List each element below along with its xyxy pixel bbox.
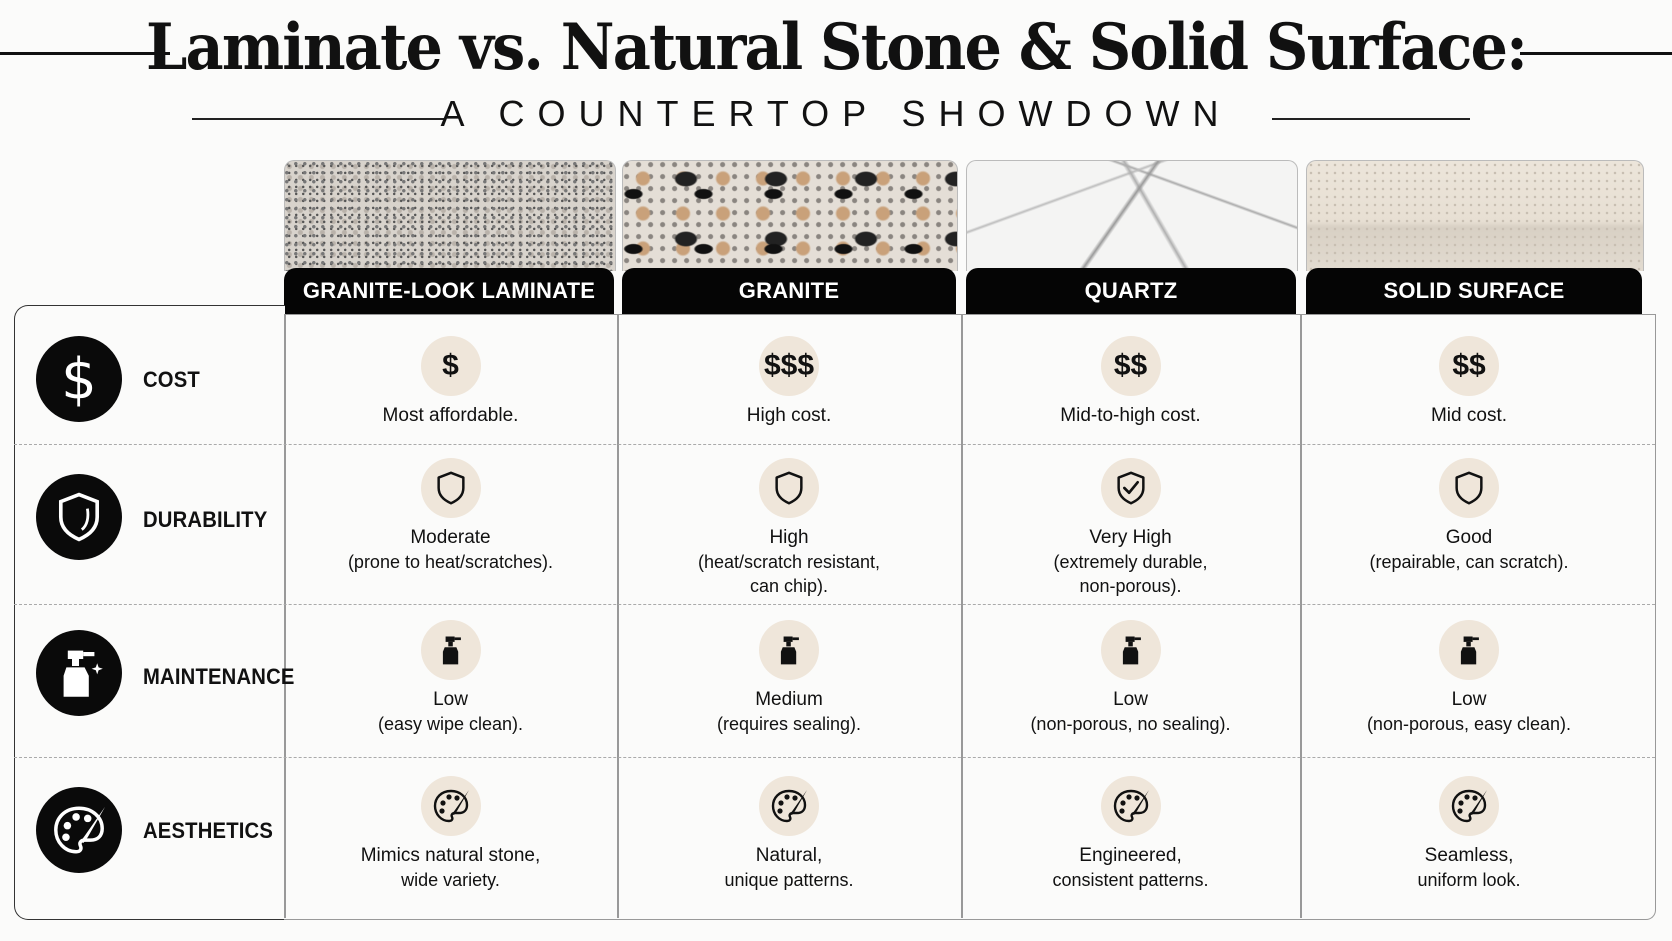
cell-text: Engineered,	[1079, 845, 1182, 866]
swatch-granite	[622, 160, 958, 271]
column-header-quartz: QUARTZ	[966, 268, 1296, 314]
row-label-maintenance: MAINTENANCE	[143, 664, 295, 689]
cell-text: High cost.	[746, 405, 832, 426]
shield-check-icon	[1101, 458, 1161, 518]
cell-text: consistent patterns.	[1052, 870, 1209, 890]
cell-cost-solid-surface	[1300, 336, 1638, 428]
swatch-granite-look-laminate	[284, 160, 616, 271]
swatch-solid-surface	[1306, 160, 1644, 271]
cell-cost-laminate	[284, 336, 617, 428]
cell-detail: (heat/scratch resistant, can chip).	[697, 552, 881, 596]
cell-detail: (non-porous, no sealing).	[1030, 714, 1231, 734]
palette-icon	[421, 776, 481, 836]
cell-cost-quartz	[961, 336, 1300, 428]
cell-maintenance-solid-surface	[1300, 620, 1638, 736]
column-header-granite: GRANITE	[622, 268, 956, 314]
page-title: Laminate vs. Natural Stone & Solid Surface:	[145, 10, 1527, 85]
cell-detail: (extremely durable, non-porous).	[1053, 552, 1208, 596]
cost-badge: $	[421, 336, 481, 396]
shield-icon	[1439, 458, 1499, 518]
cell-rating: Medium	[755, 689, 823, 710]
cell-rating: Low	[1113, 689, 1148, 710]
cell-rating: High	[769, 527, 809, 548]
cell-detail: (prone to heat/scratches).	[347, 552, 554, 572]
spray-bottle-icon	[36, 630, 122, 716]
cell-text: uniform look.	[1417, 870, 1521, 890]
cost-badge: $$	[1101, 336, 1161, 396]
column-header-solid-surface: SOLID SURFACE	[1306, 268, 1642, 314]
cell-durability-laminate	[284, 458, 617, 574]
cell-durability-quartz	[961, 458, 1300, 598]
cell-aesthetics-laminate	[284, 776, 617, 892]
cell-aesthetics-granite	[617, 776, 961, 892]
page-subtitle: A COUNTERTOP SHOWDOWN	[440, 93, 1232, 134]
row-divider	[14, 444, 1655, 445]
cell-maintenance-granite	[617, 620, 961, 736]
dollar-icon: $	[36, 336, 122, 422]
cell-detail: (easy wipe clean).	[377, 714, 524, 734]
cell-text: Mid-to-high cost.	[1060, 405, 1201, 426]
cell-maintenance-laminate	[284, 620, 617, 736]
cell-detail: (non-porous, easy clean).	[1366, 714, 1572, 734]
palette-icon	[36, 787, 122, 873]
palette-icon	[759, 776, 819, 836]
row-label-aesthetics: AESTHETICS	[143, 818, 274, 843]
palette-icon	[1101, 776, 1161, 836]
cell-text: Natural,	[755, 845, 823, 866]
cell-durability-solid-surface	[1300, 458, 1638, 574]
shield-icon	[421, 458, 481, 518]
row-divider	[14, 757, 1655, 758]
cell-text: Mimics natural stone,	[360, 845, 541, 866]
cell-rating: Moderate	[410, 527, 491, 548]
cell-text: wide variety.	[401, 870, 500, 890]
cell-aesthetics-solid-surface	[1300, 776, 1638, 892]
cell-detail: (requires sealing).	[716, 714, 862, 734]
cost-badge: $$$	[759, 336, 819, 396]
spray-bottle-icon	[421, 620, 481, 680]
cell-detail: (repairable, can scratch).	[1369, 552, 1569, 572]
cell-durability-granite	[617, 458, 961, 598]
shield-icon	[759, 458, 819, 518]
cell-aesthetics-quartz	[961, 776, 1300, 892]
row-divider	[14, 604, 1655, 605]
swatch-quartz	[966, 160, 1298, 271]
cell-maintenance-quartz	[961, 620, 1300, 736]
cell-text: Most affordable.	[382, 405, 519, 426]
spray-bottle-icon	[759, 620, 819, 680]
cell-cost-granite	[617, 336, 961, 428]
spray-bottle-icon	[1439, 620, 1499, 680]
cell-rating: Low	[433, 689, 468, 710]
spray-bottle-icon	[1101, 620, 1161, 680]
cell-rating: Low	[1451, 689, 1487, 710]
cell-text: Mid cost.	[1430, 405, 1508, 426]
cell-rating: Good	[1445, 527, 1493, 548]
cost-badge: $$	[1439, 336, 1499, 396]
cell-rating: Very High	[1089, 527, 1172, 548]
cell-text: Seamless,	[1424, 845, 1514, 866]
shield-icon	[36, 474, 122, 560]
row-label-cost: COST	[143, 367, 200, 392]
cell-text: unique patterns.	[724, 870, 854, 890]
column-header-laminate: GRANITE-LOOK LAMINATE	[284, 268, 614, 314]
row-label-durability: DURABILITY	[143, 507, 268, 532]
palette-icon	[1439, 776, 1499, 836]
